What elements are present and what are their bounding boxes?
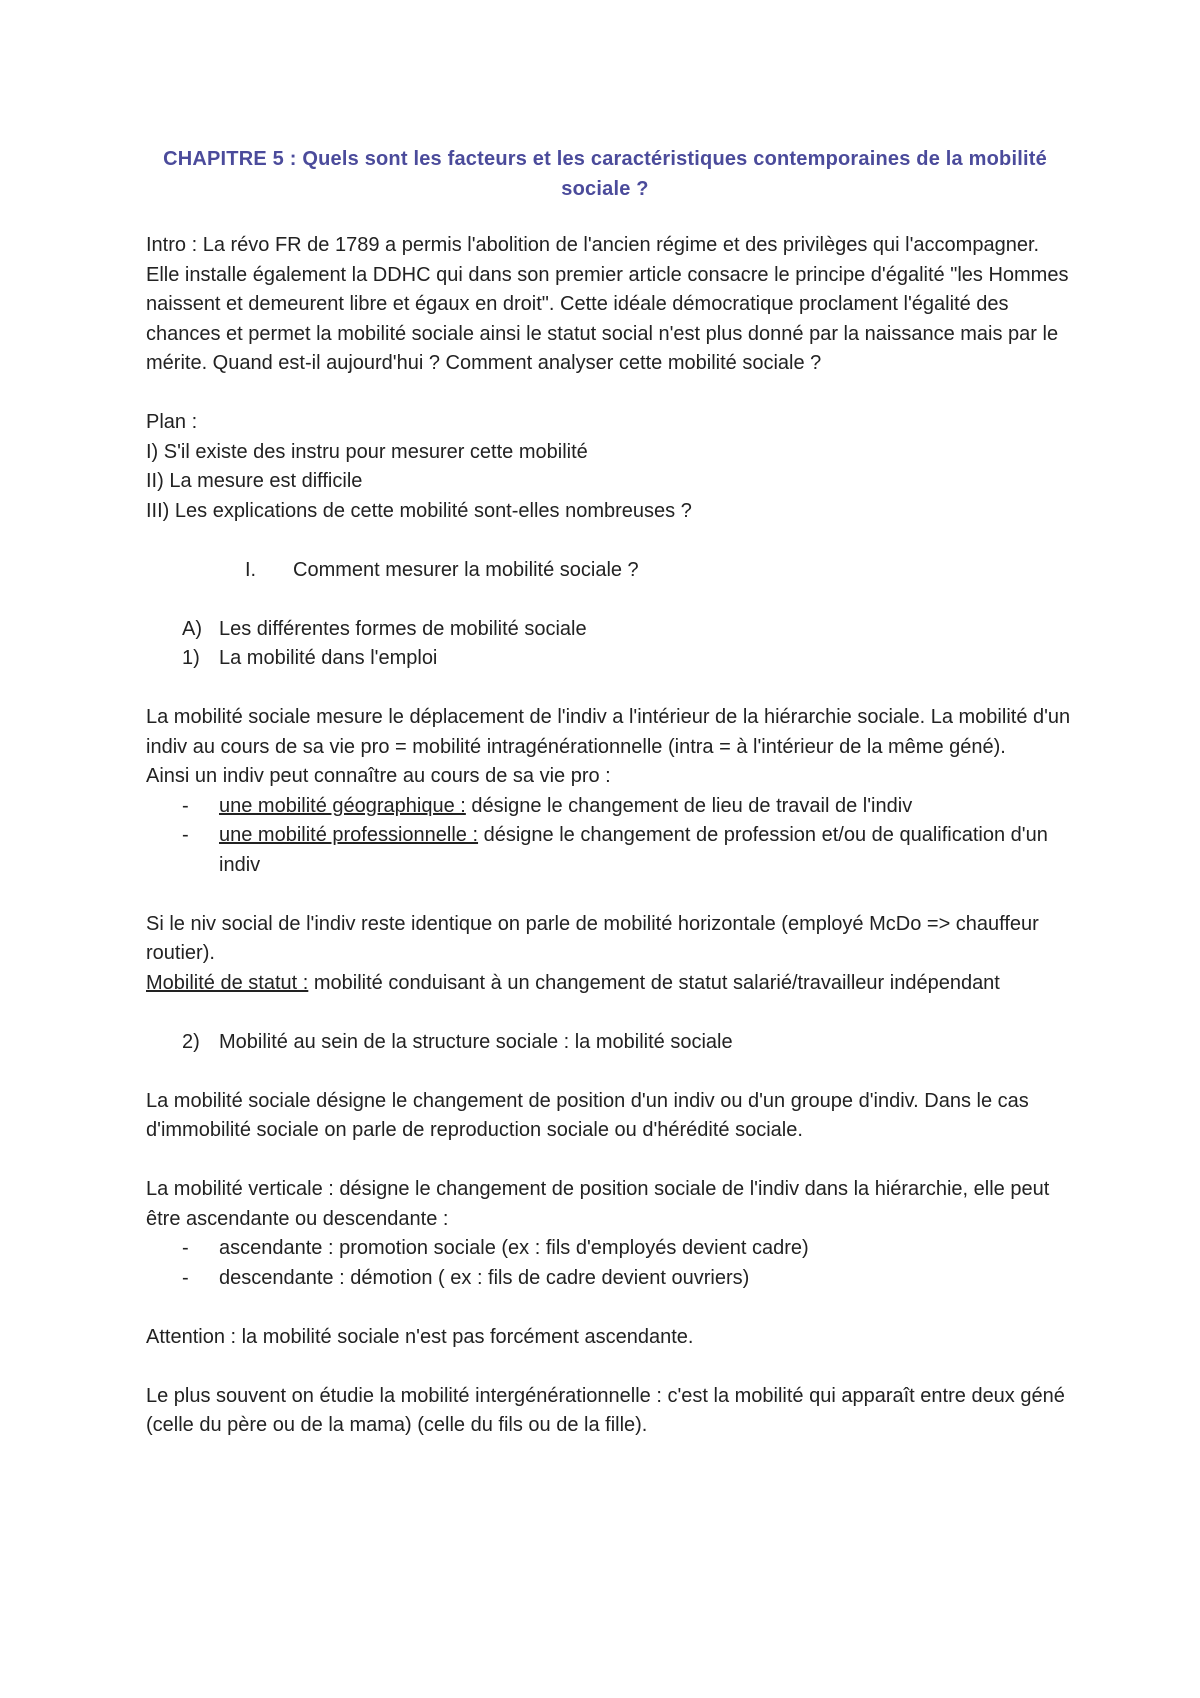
list-item bbox=[146, 1264, 1076, 1294]
plan-item: III) Les explications de cette mobilité sont-elles nombreuses ? bbox=[146, 499, 692, 522]
paragraph: Ainsi un indiv peut connaître au cours de sa vie pro : bbox=[146, 765, 611, 787]
plan-item: I) S'il existe des instru pour mesurer cette mobilité bbox=[146, 440, 588, 463]
bullet-term: une mobilité géographique : bbox=[219, 794, 466, 817]
definition-term: Mobilité de statut : bbox=[146, 971, 309, 994]
bullet-dash: - bbox=[182, 794, 189, 817]
paragraph: La mobilité sociale désigne le changement de position d'un indiv ou d'un groupe d'indiv. Dans le cas d'immobilité sociale on parle de reproduction sociale ou d'hérédité sociale. bbox=[146, 1089, 1029, 1141]
plan-item: II) La mesure est difficile bbox=[146, 470, 363, 492]
bullet-text: désigne le changement de lieu de travail de l'indiv bbox=[465, 794, 913, 817]
subsection-number: A) bbox=[182, 617, 202, 640]
bullet-dash: - bbox=[182, 1266, 189, 1289]
subsection-heading bbox=[146, 644, 1076, 674]
bullet-dash: - bbox=[182, 1237, 189, 1259]
bullet-text: descendante : démotion ( ex : fils de cadre devient ouvriers) bbox=[219, 1266, 750, 1289]
list-item bbox=[146, 1234, 1076, 1264]
bullet-text: désigne le changement de profession et/ou de qualification d'un indiv bbox=[219, 824, 1048, 876]
section-number: I. bbox=[245, 558, 257, 581]
section-heading bbox=[146, 556, 1076, 586]
bullet-dash: - bbox=[182, 824, 189, 846]
list-item bbox=[146, 821, 1076, 880]
chapter-title: CHAPITRE 5 : Quels sont les facteurs et les caractéristiques contemporaines de la mobilité sociale ? bbox=[163, 148, 1047, 200]
intro-paragraph: Intro : La révo FR de 1789 a permis l'abolition de l'ancien régime et des privilèges qui l'accompagner. Elle installe également la DDHC qui dans son premier article consacre le principe d'égalité "les Hommes naissent et demeurent libre et égaux en droit". Cette idéale démocratique proclament l'égalité des chances et permet la mobilité sociale ainsi le statut social n'est plus donné par la naissance mais par le mérite. Quand est-il aujourd'hui ? Comment analyser cette mobilité sociale ? bbox=[146, 234, 1069, 374]
subsection-heading bbox=[146, 615, 1076, 645]
paragraph: Si le niv social de l'indiv reste identique on parle de mobilité horizontale (employé McDo => chauffeur routier). bbox=[146, 912, 1039, 964]
bullet-term: une mobilité professionnelle : bbox=[219, 824, 479, 846]
subsection-title: La mobilité dans l'emploi bbox=[219, 647, 438, 669]
subsection-title: Mobilité au sein de la structure sociale : la mobilité sociale bbox=[219, 1030, 733, 1053]
subsection-number: 1) bbox=[182, 647, 200, 669]
bullet-text: ascendante : promotion sociale (ex : fils d'employés devient cadre) bbox=[219, 1237, 809, 1259]
subsection-heading bbox=[146, 1028, 1076, 1058]
subsection-title: Les différentes formes de mobilité sociale bbox=[219, 617, 587, 640]
document-body bbox=[146, 231, 1076, 1441]
subsection-number: 2) bbox=[182, 1030, 200, 1053]
paragraph: Attention : la mobilité sociale n'est pas forcément ascendante. bbox=[146, 1325, 694, 1348]
paragraph bbox=[146, 969, 1076, 999]
definition-text: mobilité conduisant à un changement de statut salarié/travailleur indépendant bbox=[308, 971, 1000, 994]
section-title: Comment mesurer la mobilité sociale ? bbox=[293, 558, 639, 581]
list-item bbox=[146, 792, 1076, 822]
paragraph: Le plus souvent on étudie la mobilité intergénérationnelle : c'est la mobilité qui apparaît entre deux géné (celle du père ou de la mama) (celle du fils ou de la fille). bbox=[146, 1384, 1065, 1436]
paragraph: La mobilité sociale mesure le déplacement de l'indiv a l'intérieur de la hiérarchie sociale. La mobilité d'un indiv au cours de sa vie pro = mobilité intragénérationnelle (intra = à l'intérieur de la même géné). bbox=[146, 706, 1071, 758]
paragraph: La mobilité verticale : désigne le changement de position sociale de l'indiv dans la hiérarchie, elle peut être ascendante ou descendante : bbox=[146, 1178, 1050, 1230]
plan-label: Plan : bbox=[146, 411, 198, 433]
